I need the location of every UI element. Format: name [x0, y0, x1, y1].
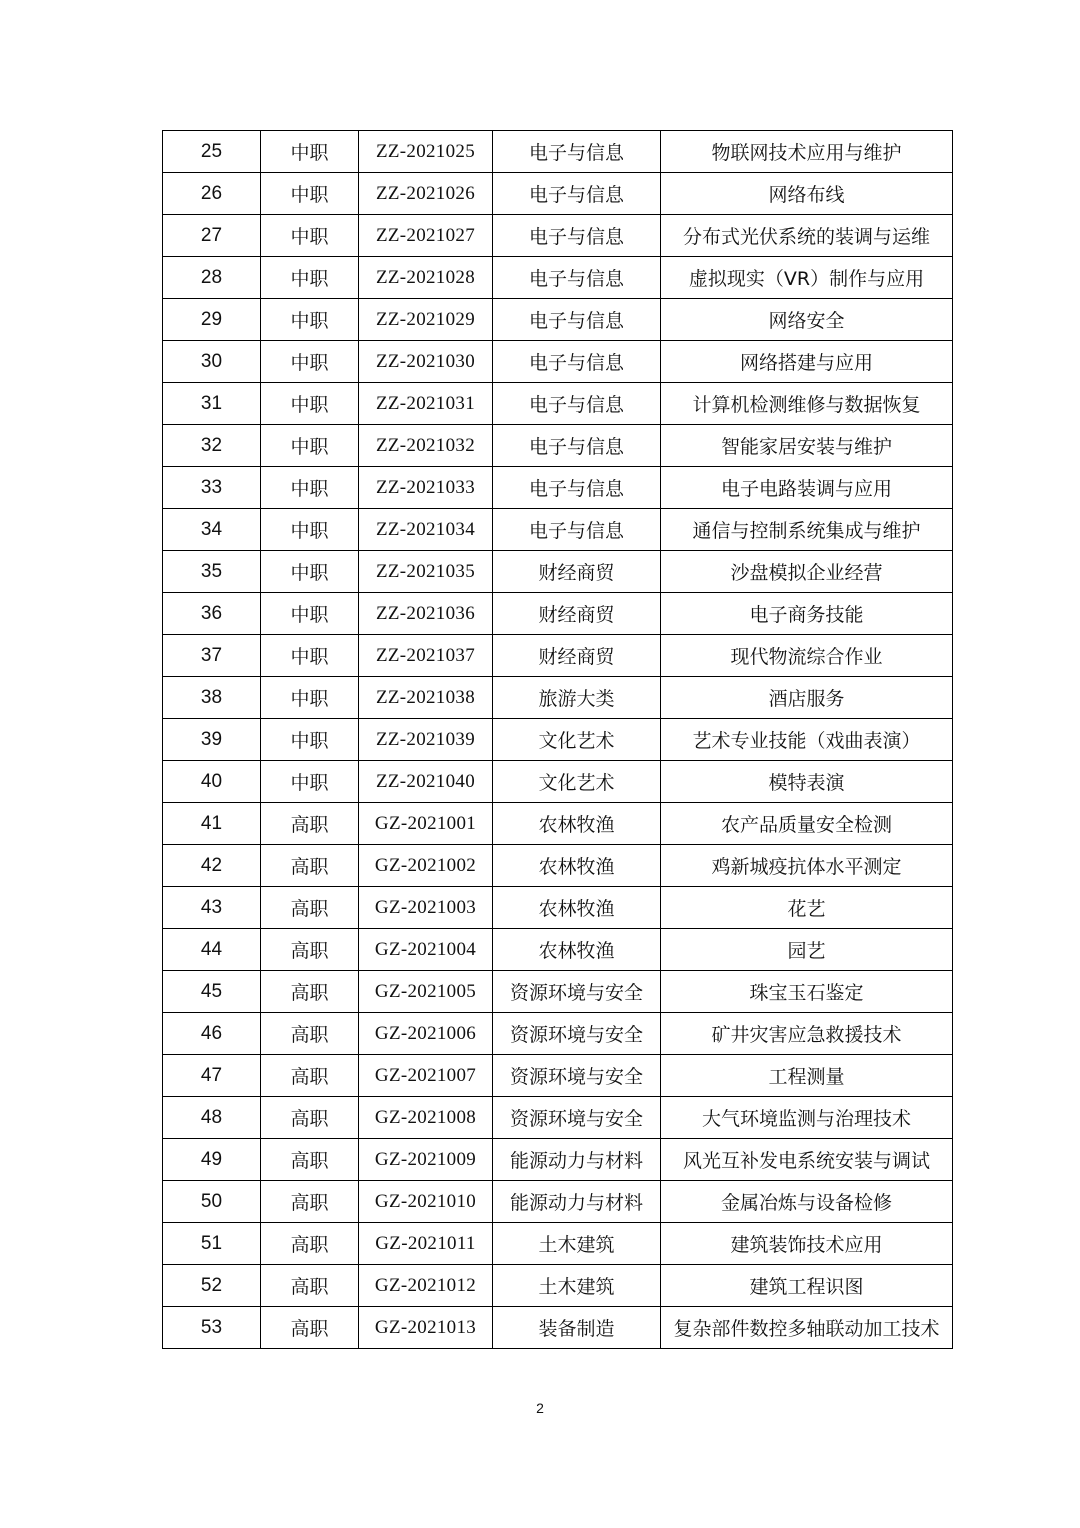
row-number: 37	[163, 635, 261, 677]
level-cell: 高职	[261, 1013, 359, 1055]
category-cell: 土木建筑	[493, 1265, 661, 1307]
event-name-cell: 金属冶炼与设备检修	[661, 1181, 953, 1223]
table-row	[163, 929, 953, 971]
code-cell: ZZ-2021027	[359, 215, 493, 257]
event-name-cell: 网络布线	[661, 173, 953, 215]
event-name-cell: 矿井灾害应急救援技术	[661, 1013, 953, 1055]
category-cell: 财经商贸	[493, 551, 661, 593]
event-name-cell: 鸡新城疫抗体水平测定	[661, 845, 953, 887]
row-number: 42	[163, 845, 261, 887]
table-row	[163, 1265, 953, 1307]
table-row	[163, 299, 953, 341]
level-cell: 中职	[261, 257, 359, 299]
category-cell: 电子与信息	[493, 383, 661, 425]
row-number: 49	[163, 1139, 261, 1181]
level-cell: 高职	[261, 887, 359, 929]
row-number: 44	[163, 929, 261, 971]
code-cell: ZZ-2021036	[359, 593, 493, 635]
level-cell: 高职	[261, 1181, 359, 1223]
row-number: 40	[163, 761, 261, 803]
code-cell: ZZ-2021037	[359, 635, 493, 677]
category-cell: 电子与信息	[493, 257, 661, 299]
event-name-cell: 建筑工程识图	[661, 1265, 953, 1307]
category-cell: 农林牧渔	[493, 887, 661, 929]
level-cell: 高职	[261, 845, 359, 887]
level-cell: 中职	[261, 551, 359, 593]
level-cell: 中职	[261, 677, 359, 719]
code-cell: GZ-2021002	[359, 845, 493, 887]
table-row	[163, 425, 953, 467]
table-row	[163, 1055, 953, 1097]
event-name-cell: 网络搭建与应用	[661, 341, 953, 383]
row-number: 30	[163, 341, 261, 383]
code-cell: GZ-2021010	[359, 1181, 493, 1223]
code-cell: ZZ-2021033	[359, 467, 493, 509]
level-cell: 中职	[261, 341, 359, 383]
code-cell: GZ-2021001	[359, 803, 493, 845]
row-number: 29	[163, 299, 261, 341]
code-cell: GZ-2021012	[359, 1265, 493, 1307]
table-row	[163, 551, 953, 593]
table-row	[163, 971, 953, 1013]
table-row	[163, 131, 953, 173]
code-cell: ZZ-2021029	[359, 299, 493, 341]
table-row	[163, 341, 953, 383]
event-name-cell: 酒店服务	[661, 677, 953, 719]
event-name-cell: 模特表演	[661, 761, 953, 803]
category-cell: 电子与信息	[493, 299, 661, 341]
category-cell: 装备制造	[493, 1307, 661, 1349]
code-cell: ZZ-2021040	[359, 761, 493, 803]
category-cell: 农林牧渔	[493, 845, 661, 887]
level-cell: 高职	[261, 929, 359, 971]
category-cell: 电子与信息	[493, 509, 661, 551]
event-name-cell: 艺术专业技能（戏曲表演）	[661, 719, 953, 761]
row-number: 51	[163, 1223, 261, 1265]
level-cell: 中职	[261, 215, 359, 257]
code-cell: ZZ-2021035	[359, 551, 493, 593]
table-row	[163, 1097, 953, 1139]
category-cell: 旅游大类	[493, 677, 661, 719]
code-cell: GZ-2021009	[359, 1139, 493, 1181]
level-cell: 中职	[261, 173, 359, 215]
code-cell: ZZ-2021028	[359, 257, 493, 299]
table-row	[163, 509, 953, 551]
category-cell: 文化艺术	[493, 719, 661, 761]
row-number: 39	[163, 719, 261, 761]
level-cell: 中职	[261, 383, 359, 425]
level-cell: 中职	[261, 761, 359, 803]
category-cell: 电子与信息	[493, 467, 661, 509]
event-name-cell: 珠宝玉石鉴定	[661, 971, 953, 1013]
level-cell: 中职	[261, 425, 359, 467]
row-number: 34	[163, 509, 261, 551]
category-cell: 资源环境与安全	[493, 1055, 661, 1097]
table-row	[163, 593, 953, 635]
row-number: 28	[163, 257, 261, 299]
table-row	[163, 719, 953, 761]
level-cell: 中职	[261, 509, 359, 551]
row-number: 41	[163, 803, 261, 845]
category-cell: 电子与信息	[493, 215, 661, 257]
category-cell: 文化艺术	[493, 761, 661, 803]
row-number: 38	[163, 677, 261, 719]
code-cell: GZ-2021007	[359, 1055, 493, 1097]
row-number: 50	[163, 1181, 261, 1223]
table-row	[163, 1139, 953, 1181]
code-cell: ZZ-2021031	[359, 383, 493, 425]
level-cell: 高职	[261, 1139, 359, 1181]
code-cell: GZ-2021011	[359, 1223, 493, 1265]
level-cell: 中职	[261, 299, 359, 341]
row-number: 53	[163, 1307, 261, 1349]
level-cell: 高职	[261, 1265, 359, 1307]
code-cell: GZ-2021006	[359, 1013, 493, 1055]
table-row	[163, 635, 953, 677]
level-cell: 高职	[261, 971, 359, 1013]
table-row	[163, 257, 953, 299]
category-cell: 电子与信息	[493, 131, 661, 173]
row-number: 43	[163, 887, 261, 929]
table-row	[163, 173, 953, 215]
event-name-cell: 电子电路装调与应用	[661, 467, 953, 509]
event-name-cell: 风光互补发电系统安装与调试	[661, 1139, 953, 1181]
category-cell: 能源动力与材料	[493, 1139, 661, 1181]
level-cell: 中职	[261, 719, 359, 761]
category-cell: 土木建筑	[493, 1223, 661, 1265]
event-name-cell: 工程测量	[661, 1055, 953, 1097]
event-name-cell: 智能家居安装与维护	[661, 425, 953, 467]
code-cell: GZ-2021004	[359, 929, 493, 971]
event-name-cell: 网络安全	[661, 299, 953, 341]
row-number: 35	[163, 551, 261, 593]
row-number: 26	[163, 173, 261, 215]
event-name-cell: 建筑装饰技术应用	[661, 1223, 953, 1265]
table-row	[163, 845, 953, 887]
table-row	[163, 1181, 953, 1223]
event-name-cell: 物联网技术应用与维护	[661, 131, 953, 173]
event-name-cell: 复杂部件数控多轴联动加工技术	[661, 1307, 953, 1349]
row-number: 27	[163, 215, 261, 257]
code-cell: ZZ-2021034	[359, 509, 493, 551]
code-cell: ZZ-2021032	[359, 425, 493, 467]
row-number: 33	[163, 467, 261, 509]
row-number: 48	[163, 1097, 261, 1139]
event-name-cell: 农产品质量安全检测	[661, 803, 953, 845]
table-row	[163, 215, 953, 257]
category-cell: 财经商贸	[493, 593, 661, 635]
event-name-cell: 花艺	[661, 887, 953, 929]
category-cell: 电子与信息	[493, 425, 661, 467]
level-cell: 中职	[261, 593, 359, 635]
event-name-cell: 通信与控制系统集成与维护	[661, 509, 953, 551]
row-number: 45	[163, 971, 261, 1013]
level-cell: 高职	[261, 1223, 359, 1265]
code-cell: ZZ-2021026	[359, 173, 493, 215]
event-name-cell: 虚拟现实（VR）制作与应用	[661, 257, 953, 299]
category-cell: 能源动力与材料	[493, 1181, 661, 1223]
category-cell: 财经商贸	[493, 635, 661, 677]
row-number: 36	[163, 593, 261, 635]
table-row	[163, 677, 953, 719]
code-cell: ZZ-2021025	[359, 131, 493, 173]
category-cell: 资源环境与安全	[493, 1097, 661, 1139]
row-number: 25	[163, 131, 261, 173]
level-cell: 高职	[261, 1055, 359, 1097]
row-number: 31	[163, 383, 261, 425]
level-cell: 中职	[261, 131, 359, 173]
level-cell: 高职	[261, 1097, 359, 1139]
code-cell: GZ-2021005	[359, 971, 493, 1013]
category-cell: 农林牧渔	[493, 929, 661, 971]
category-cell: 电子与信息	[493, 341, 661, 383]
event-name-cell: 电子商务技能	[661, 593, 953, 635]
table-body	[163, 131, 953, 1349]
category-cell: 农林牧渔	[493, 803, 661, 845]
table-row	[163, 1307, 953, 1349]
code-cell: GZ-2021008	[359, 1097, 493, 1139]
row-number: 46	[163, 1013, 261, 1055]
row-number: 52	[163, 1265, 261, 1307]
category-cell: 资源环境与安全	[493, 1013, 661, 1055]
event-name-cell: 计算机检测维修与数据恢复	[661, 383, 953, 425]
event-name-cell: 沙盘模拟企业经营	[661, 551, 953, 593]
row-number: 47	[163, 1055, 261, 1097]
code-cell: GZ-2021003	[359, 887, 493, 929]
table-row	[163, 887, 953, 929]
table-row	[163, 803, 953, 845]
table-row	[163, 467, 953, 509]
event-name-cell: 园艺	[661, 929, 953, 971]
level-cell: 高职	[261, 1307, 359, 1349]
level-cell: 中职	[261, 467, 359, 509]
code-cell: GZ-2021013	[359, 1307, 493, 1349]
table-row	[163, 383, 953, 425]
code-cell: ZZ-2021039	[359, 719, 493, 761]
event-name-cell: 大气环境监测与治理技术	[661, 1097, 953, 1139]
table-row	[163, 1013, 953, 1055]
code-cell: ZZ-2021030	[359, 341, 493, 383]
row-number: 32	[163, 425, 261, 467]
level-cell: 高职	[261, 803, 359, 845]
event-name-cell: 现代物流综合作业	[661, 635, 953, 677]
category-cell: 资源环境与安全	[493, 971, 661, 1013]
event-name-cell: 分布式光伏系统的装调与运维	[661, 215, 953, 257]
category-cell: 电子与信息	[493, 173, 661, 215]
code-cell: ZZ-2021038	[359, 677, 493, 719]
competition-table	[162, 130, 953, 1349]
level-cell: 中职	[261, 635, 359, 677]
page-number: 2	[536, 1400, 544, 1416]
table-row	[163, 1223, 953, 1265]
table-row	[163, 761, 953, 803]
